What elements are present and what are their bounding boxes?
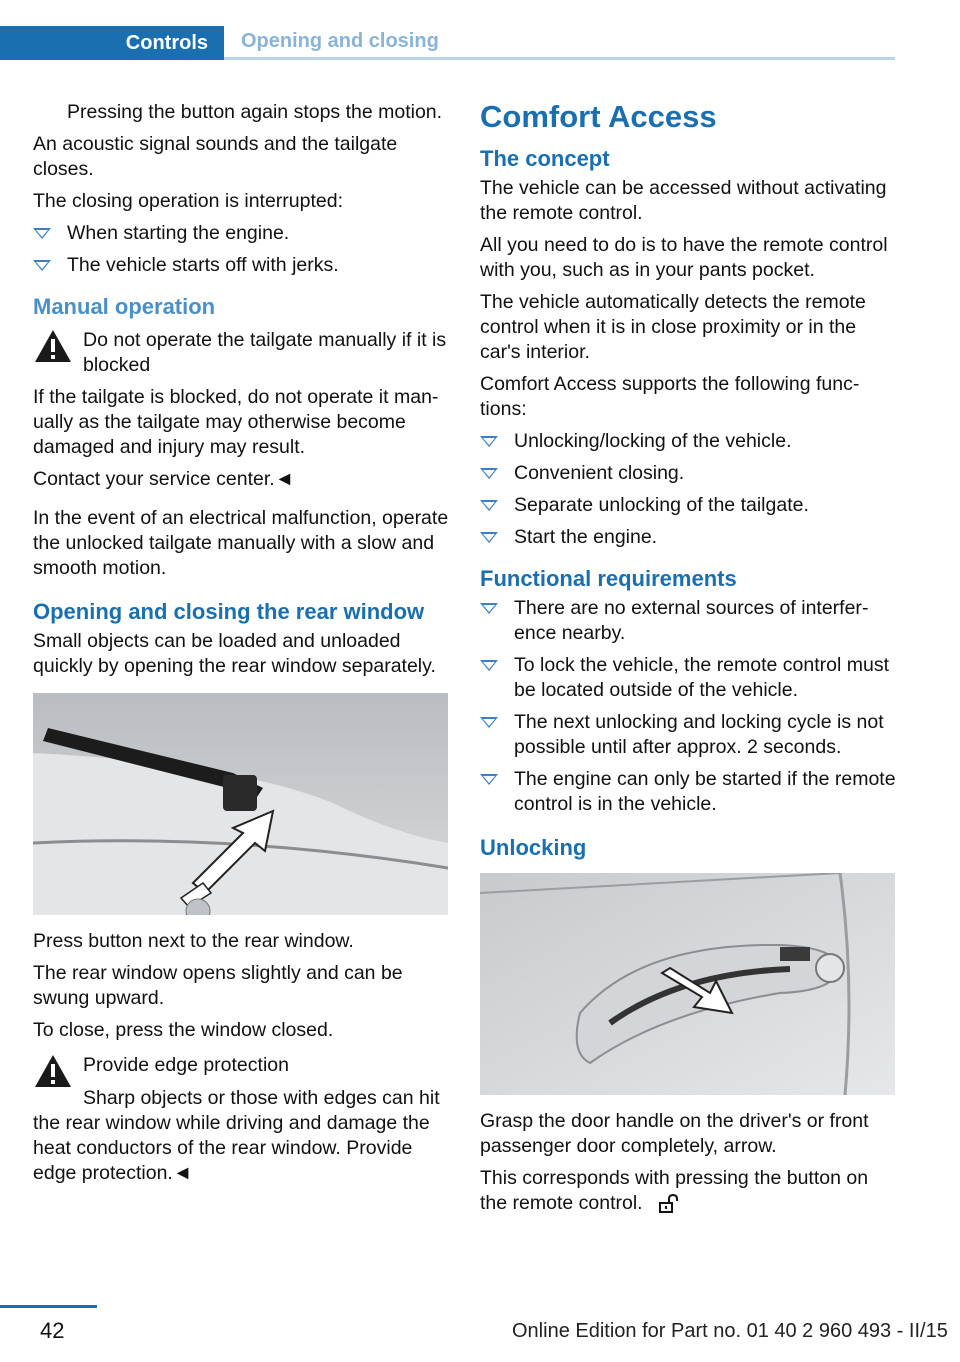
requirements-list [480, 596, 896, 817]
door-handle-photo [480, 873, 895, 1095]
paragraph-grasp: Grasp the door handle on the driver's or front passenger door completely, arrow. [480, 1110, 869, 1157]
paragraph-malfunction: In the event of an electrical malfunction, operate the unlocked tailgate manually with a slow and smooth motion. [33, 507, 449, 579]
right-column [480, 100, 896, 1223]
unlock-padlock-icon [658, 1194, 680, 1214]
warning-title: Do not operate the tailgate manually if it is blocked [83, 329, 447, 376]
paragraph-concept-3: The vehicle automatically detects the remote control when it is in close proximity or in the car's interior. [480, 291, 866, 363]
paragraph-interrupted: The closing operation is interrupted: [33, 190, 344, 212]
paragraph-supports: Comfort Access supports the following functions: [480, 373, 860, 420]
list-item: The next unlocking and locking cycle is not possible until after approx. 2 seconds. [480, 710, 896, 760]
paragraph-acoustic: An acoustic signal sounds and the tailgate closes. [33, 133, 398, 180]
heading-manual-operation: Manual operation [33, 294, 216, 319]
warning-triangle-icon [33, 328, 73, 364]
warning-triangle-icon [33, 1053, 73, 1089]
warning-block-edge [33, 1053, 451, 1103]
triangle-bullet-icon [33, 228, 51, 239]
heading-concept: The concept [480, 146, 610, 171]
list-item: The vehicle starts off with jerks. [33, 253, 451, 278]
list-item: Separate unlocking of the tailgate. [480, 493, 896, 518]
header-tab-section: Opening and closing [224, 26, 895, 60]
triangle-bullet-icon [480, 436, 498, 447]
list-item: The engine can only be started if the remote control is in the vehicle. [480, 767, 896, 817]
list-item: Unlocking/locking of the vehicle. [480, 429, 896, 454]
triangle-bullet-icon [480, 603, 498, 614]
paragraph-press-button: Press button next to the rear window. [33, 930, 354, 952]
paragraph-to-close: To close, press the window closed. [33, 1019, 334, 1041]
triangle-bullet-icon [480, 660, 498, 671]
warning-title: Provide edge protection [83, 1054, 289, 1076]
paragraph-stop: Pressing the button again stops the motion. [67, 101, 443, 123]
list-item: Convenient closing. [480, 461, 896, 486]
triangle-bullet-icon [480, 500, 498, 511]
paragraph-edge-body: Sharp objects or those with edges can hit the rear window while driving and damage the heat conductors of the rear window. Provide edge protection.◄ [33, 1087, 440, 1184]
paragraph-window-opens: The rear window opens slightly and can be swung upward. [33, 962, 403, 1009]
triangle-bullet-icon [33, 260, 51, 271]
rear-window-button-photo [33, 693, 448, 915]
heading-functional-requirements: Functional requirements [480, 566, 737, 591]
warning-block-tailgate [33, 328, 451, 378]
triangle-bullet-icon [480, 717, 498, 728]
page-number: 42 [40, 1318, 65, 1343]
paragraph-concept-2: All you need to do is to have the remote control with you, such as in your pants pocket. [480, 234, 888, 281]
paragraph-corresponds: This corresponds with pressing the button on the remote control. [480, 1167, 869, 1214]
functions-list [480, 429, 896, 550]
paragraph-warning-body: If the tailgate is blocked, do not operate it manually as the tailgate may otherwise become damaged and injury may result. [33, 386, 439, 458]
left-column [33, 100, 451, 1193]
list-item: When starting the engine. [33, 221, 451, 246]
triangle-bullet-icon [480, 532, 498, 543]
paragraph-rear-intro: Small objects can be loaded and unloaded quickly by opening the rear window separately. [33, 630, 436, 677]
list-item: To lock the vehicle, the remote control must be located outside of the vehicle. [480, 653, 896, 703]
interrupt-list [33, 221, 451, 278]
paragraph-concept-1: The vehicle can be accessed without activating the remote control. [480, 177, 887, 224]
heading-rear-window: Opening and closing the rear window [33, 599, 425, 624]
list-item: There are no external sources of interference nearby. [480, 596, 896, 646]
heading-comfort-access: Comfort Access [480, 99, 717, 134]
edition-text: Online Edition for Part no. 01 40 2 960 493 - II/15 [512, 1320, 948, 1342]
header-tab-controls: Controls [0, 26, 224, 60]
list-item: Start the engine. [480, 525, 896, 550]
triangle-bullet-icon [480, 468, 498, 479]
paragraph-contact: Contact your service center.◄ [33, 468, 294, 490]
triangle-bullet-icon [480, 774, 498, 785]
footer-rule [0, 1305, 97, 1308]
heading-unlocking: Unlocking [480, 835, 587, 860]
